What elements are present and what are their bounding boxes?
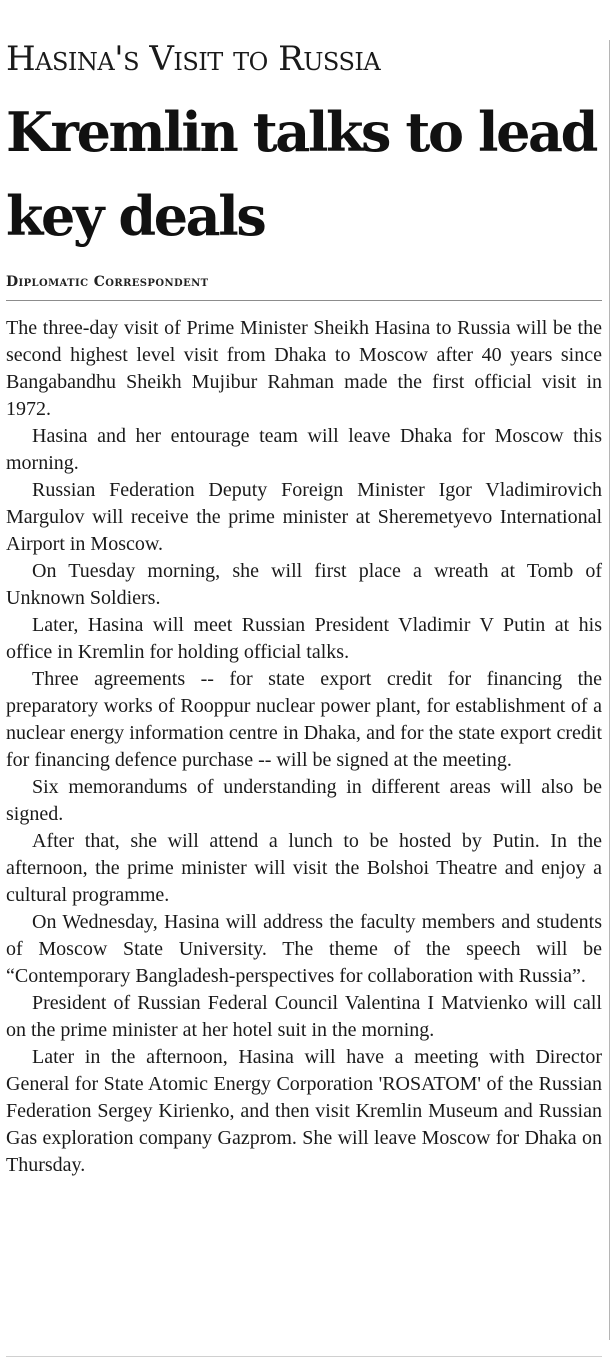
byline-row <box>6 272 602 301</box>
article-byline: Diplomatic Correspondent <box>6 274 209 290</box>
article-paragraph: Later in the afternoon, Hasina will have a meeting with Director General for State Atomic Energy Corporation 'ROSATOM' of the Russian Federation Sergey Kirienko, and then visit Kremlin Museum and Russian Gas exploration company Gazprom. She will leave Moscow for Dhaka on Thursday. <box>6 1046 602 1176</box>
news-article <box>6 0 602 1369</box>
article-paragraph: Later, Hasina will meet Russian President Vladimir V Putin at his office in Kremlin for holding official talks. <box>6 614 602 663</box>
bottom-divider <box>6 1356 602 1357</box>
article-paragraph: After that, she will attend a lunch to be hosted by Putin. In the afternoon, the prime minister will visit the Bolshoi Theatre and enjoy a cultural programme. <box>6 830 602 906</box>
article-headline: Kremlin talks to lead key deals <box>6 100 597 248</box>
article-paragraph: On Wednesday, Hasina will address the faculty members and students of Moscow State University. The theme of the speech will be “Contemporary Bangladesh-perspectives for collaboration with Russia”. <box>6 911 602 987</box>
article-paragraph: Hasina and her entourage team will leave Dhaka for Moscow this morning. <box>6 425 602 474</box>
article-kicker: Hasina's Visit to Russia <box>6 39 381 79</box>
article-paragraph: On Tuesday morning, she will first place a wreath at Tomb of Unknown Soldiers. <box>6 560 602 609</box>
article-body <box>6 315 602 1179</box>
article-paragraph: Three agreements -- for state export credit for financing the preparatory works of Rooppur nuclear power plant, for establishment of a nuclear energy information centre in Dhaka, and for the state export credit for financing defence purchase -- will be signed at the meeting. <box>6 668 602 771</box>
article-paragraph: Six memorandums of understanding in different areas will also be signed. <box>6 776 602 825</box>
article-paragraph: Russian Federation Deputy Foreign Minister Igor Vladimirovich Margulov will receive the prime minister at Sheremetyevo International Airport in Moscow. <box>6 479 602 555</box>
column-divider <box>609 40 610 1340</box>
article-paragraph: President of Russian Federal Council Valentina I Matvienko will call on the prime minister at her hotel suit in the morning. <box>6 992 602 1041</box>
article-paragraph: The three-day visit of Prime Minister Sheikh Hasina to Russia will be the second highest level visit from Dhaka to Moscow after 40 years since Bangabandhu Sheikh Mujibur Rahman made the first official visit in 1972. <box>6 317 602 420</box>
